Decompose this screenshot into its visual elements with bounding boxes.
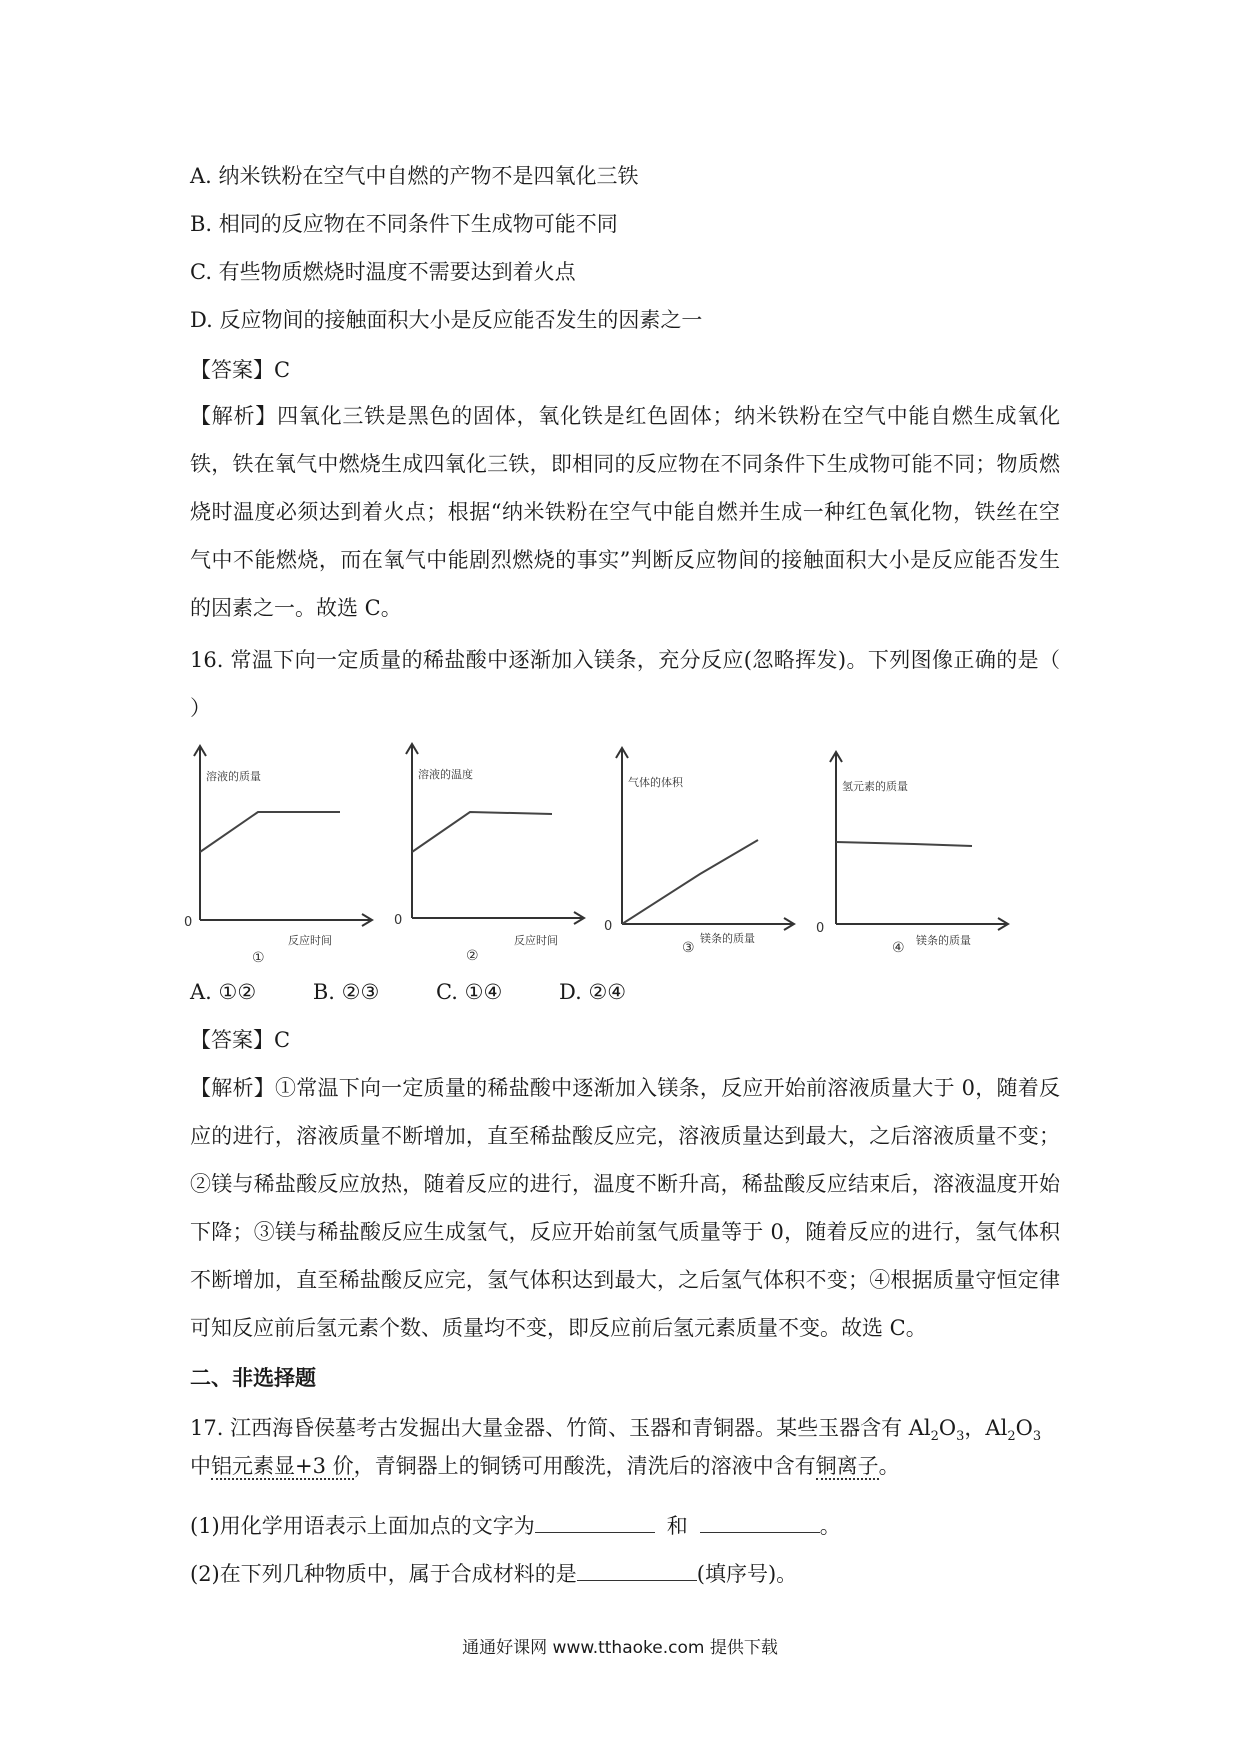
graph-3-zero: 0 [604, 919, 613, 934]
q15-option-b: B. 相同的反应物在不同条件下生成物可能不同 [190, 212, 618, 236]
graph-3 [600, 740, 800, 965]
graph-2 [390, 740, 590, 965]
q17-sub2-end: (填序号)。 [696, 1562, 798, 1586]
graph-2-number: ② [466, 948, 479, 964]
q16-option-c: C. ①④ [435, 980, 503, 1004]
graph-2-ylabel: 溶液的温度 [418, 768, 473, 781]
graph-3-ylabel: 气体的体积 [628, 776, 683, 789]
q17-sub1-blank-1[interactable] [535, 1512, 655, 1533]
q17-sub-d: 3 [1032, 1429, 1042, 1445]
graph-1-zero: 0 [184, 915, 193, 930]
q15-option-d: D. 反应物间的接触面积大小是反应能否发生的因素之一 [190, 308, 703, 332]
q16-option-d: D. ②④ [559, 980, 627, 1004]
graph-1-number: ① [252, 950, 265, 966]
footer: 通通好课网 www.tthaoke.com 提供下载 [462, 1638, 778, 1658]
graph-2-zero: 0 [394, 913, 403, 928]
q17-sub1-end: 。 [819, 1514, 841, 1538]
graph-3-number: ③ [682, 940, 695, 956]
graph-1-xlabel: 反应时间 [288, 934, 332, 947]
q17-sub1-prefix: (1)用化学用语表示上面加点的文字为 [190, 1514, 535, 1538]
graph-1 [178, 740, 378, 965]
q17-end: 。 [878, 1454, 900, 1478]
q17-mid2: ，青铜器上的铜锈可用酸洗，清洗后的溶液中含有 [353, 1454, 816, 1478]
q15-analysis: 【解析】四氧化三铁是黑色的固体，氧化铁是红色固体；纳米铁粉在空气中能自燃生成氧化铁，铁在氧气中燃烧生成四氧化三铁，即相同的反应物在不同条件下生成物可能不同；物质燃烧时温度必须达到着火点；根据“纳米铁粉在空气中能自燃并生成一种红色氧化物，铁丝在空气中不能燃烧，而在氧气中能剧烈燃烧的事实”判断反应物间的接触面积大小是反应能否发生的因素之一。故选 C。 [190, 404, 1060, 620]
q17-sub-c: 2 [1007, 1429, 1016, 1445]
q17-sub-a: 2 [930, 1429, 939, 1445]
q17-comma: ，Al [964, 1416, 1008, 1440]
q17-sub2-blank[interactable] [577, 1560, 697, 1581]
q17-stem-text: 17. 江西海昏侯墓考古发掘出大量金器、竹简、玉器和青铜器。某些玉器含有 Al [190, 1416, 931, 1440]
graph-1-ylabel: 溶液的质量 [206, 770, 261, 783]
q16-option-b: B. ②③ [312, 980, 380, 1004]
q15-option-a: A. 纳米铁粉在空气中自燃的产物不是四氧化三铁 [190, 164, 639, 188]
graph-4 [814, 740, 1014, 965]
q17-o-a: O [938, 1416, 957, 1440]
graph-3-xlabel: 镁条的质量 [700, 932, 755, 945]
q16-stem: 16. 常温下向一定质量的稀盐酸中逐渐加入镁条，充分反应(忽略挥发)。下列图像正确的是（ ） [190, 648, 1060, 720]
q15-option-c: C. 有些物质燃烧时温度不需要达到着火点 [190, 260, 576, 284]
q17-sub1 [190, 1512, 841, 1540]
graph-2-xlabel: 反应时间 [514, 934, 558, 947]
q17-stem-line1 [190, 1414, 1041, 1451]
q17-sub1-and: 和 [666, 1514, 688, 1538]
q17-sub-b: 3 [956, 1429, 965, 1445]
q17-sub1-blank-2[interactable] [700, 1512, 820, 1533]
q16-options [190, 978, 676, 1006]
graph-4-zero: 0 [816, 921, 825, 936]
q17-dotted-copper-ion: 铜离子 [815, 1454, 879, 1478]
q17-sub2 [190, 1560, 797, 1588]
q17-o-b: O [1015, 1416, 1033, 1440]
graph-4-number: ④ [892, 940, 905, 956]
graph-4-xlabel: 镁条的质量 [916, 934, 971, 947]
graph-4-ylabel: 氢元素的质量 [842, 780, 908, 793]
q16-answer: 【答案】C [190, 1028, 291, 1052]
q17-dotted-aluminum: 铝元素显+3 价 [211, 1454, 354, 1478]
q17-mid: 中 [190, 1454, 211, 1478]
q17-stem-line2 [190, 1452, 900, 1480]
q15-answer: 【答案】C [190, 358, 291, 382]
q16-option-a: A. ①② [190, 980, 257, 1004]
q17-sub2-prefix: (2)在下列几种物质中，属于合成材料的是 [190, 1562, 577, 1586]
section-heading: 二、非选择题 [190, 1365, 316, 1390]
q16-analysis: 【解析】①常温下向一定质量的稀盐酸中逐渐加入镁条，反应开始前溶液质量大于 0，随着反应的进行，溶液质量不断增加，直至稀盐酸反应完，溶液质量达到最大，之后溶液质量不变；②镁与稀盐酸反应放热，随着反应的进行，温度不断升高，稀盐酸反应结束后，溶液温度开始下降；③镁与稀盐酸反应生成氢气，反应开始前氢气质量等于 0，随着反应的进行，氢气体积不断增加，直至稀盐酸反应完，氢气体积达到最大，之后氢气体积不变；④根据质量守恒定律可知反应前后氢元素个数、质量均不变，即反应前后氢元素质量不变。故选 C。 [190, 1076, 1060, 1340]
